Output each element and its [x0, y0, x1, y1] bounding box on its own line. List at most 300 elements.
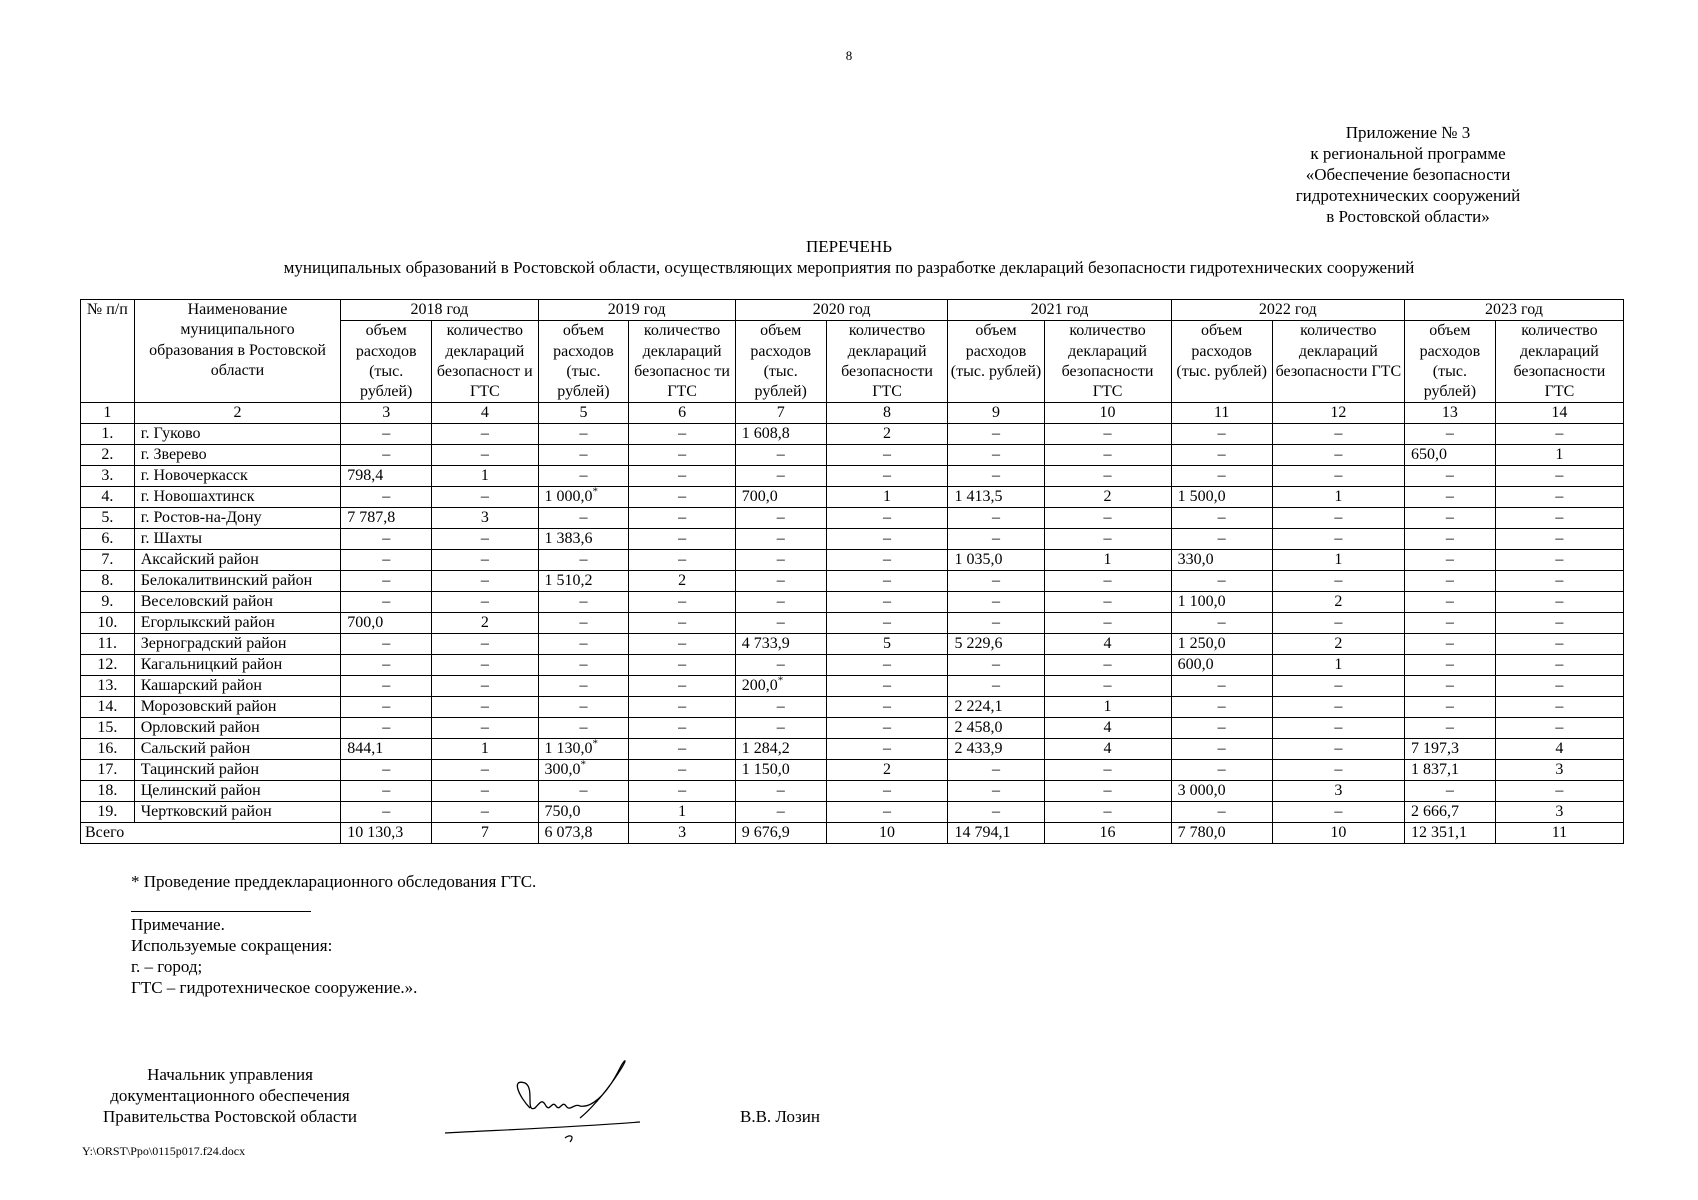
document-title	[0, 236, 1698, 278]
note-line: ГТС – гидротехническое сооружение.».	[131, 978, 418, 997]
table-row	[81, 529, 1624, 550]
cell-declarations-count: 4	[1044, 739, 1171, 760]
municipality-name: Сальский район	[134, 739, 341, 760]
cell-expenses: 844,1	[341, 739, 432, 760]
column-number: 4	[432, 403, 538, 424]
position-line: документационного обеспечения	[110, 1086, 350, 1105]
header-year: 2020 год	[735, 300, 948, 321]
column-number: 5	[538, 403, 629, 424]
row-number: 17.	[81, 760, 135, 781]
table-row	[81, 571, 1624, 592]
cell-declarations-count: –	[1272, 676, 1404, 697]
cell-expenses	[538, 739, 629, 760]
cell-expenses: –	[948, 655, 1044, 676]
cell-declarations-count: –	[629, 739, 735, 760]
cell-declarations-count: –	[826, 466, 948, 487]
cell-declarations-count: –	[432, 529, 538, 550]
cell-declarations-count: 2	[826, 760, 948, 781]
column-number: 14	[1495, 403, 1623, 424]
municipalities-table	[80, 299, 1624, 844]
column-number: 1	[81, 403, 135, 424]
cell-expenses: –	[735, 655, 826, 676]
cell-expenses: –	[341, 529, 432, 550]
cell-expenses: –	[1171, 424, 1272, 445]
row-number: 14.	[81, 697, 135, 718]
cell-declarations-count: –	[826, 655, 948, 676]
header-declarations-count: количество деклараций безопасности ГТС	[1272, 321, 1404, 403]
cell-declarations-count: –	[826, 529, 948, 550]
column-number: 13	[1404, 403, 1495, 424]
cell-declarations-count: –	[1495, 508, 1623, 529]
column-number: 8	[826, 403, 948, 424]
cell-expenses: –	[735, 445, 826, 466]
cell-declarations-count: –	[826, 676, 948, 697]
cell-expenses: –	[735, 781, 826, 802]
cell-expenses: –	[1404, 508, 1495, 529]
table-row	[81, 676, 1624, 697]
cell-declarations-count: –	[1044, 466, 1171, 487]
cell-expenses: 1 608,8	[735, 424, 826, 445]
municipality-name: Егорлыкский район	[134, 613, 341, 634]
cell-declarations-count: –	[629, 634, 735, 655]
cell-declarations-count: 1	[432, 739, 538, 760]
municipality-name: Тацинский район	[134, 760, 341, 781]
cell-expenses: 1 510,2	[538, 571, 629, 592]
cell-declarations-count: –	[629, 592, 735, 613]
cell-declarations-count: 1	[1044, 697, 1171, 718]
cell-expenses: –	[1404, 592, 1495, 613]
cell-declarations-count: –	[432, 655, 538, 676]
cell-value: 1 130,0	[544, 740, 593, 758]
row-number: 5.	[81, 508, 135, 529]
cell-expenses: 650,0	[1404, 445, 1495, 466]
row-number: 19.	[81, 802, 135, 823]
data-table	[80, 299, 1624, 844]
cell-declarations-count: –	[629, 508, 735, 529]
cell-expenses: –	[538, 424, 629, 445]
cell-declarations-count: –	[1044, 676, 1171, 697]
notes-block	[131, 914, 417, 998]
cell-expenses: –	[538, 613, 629, 634]
cell-declarations-count: –	[1044, 508, 1171, 529]
table-row	[81, 718, 1624, 739]
cell-expenses: –	[1404, 466, 1495, 487]
cell-declarations-count: –	[1044, 424, 1171, 445]
cell-declarations-count: –	[826, 613, 948, 634]
cell-declarations-count: 2	[1272, 634, 1404, 655]
cell-declarations-count: –	[629, 781, 735, 802]
footnote-marker: *	[580, 759, 586, 772]
cell-expenses	[538, 760, 629, 781]
cell-expenses: 750,0	[538, 802, 629, 823]
table-row	[81, 655, 1624, 676]
column-number: 6	[629, 403, 735, 424]
municipality-name: г. Гуково	[134, 424, 341, 445]
row-number: 7.	[81, 550, 135, 571]
cell-declarations-count: –	[1495, 529, 1623, 550]
cell-expenses: 4 733,9	[735, 634, 826, 655]
municipality-name: Морозовский район	[134, 697, 341, 718]
handwritten-signature	[440, 1048, 680, 1148]
cell-declarations-count: –	[1272, 739, 1404, 760]
municipality-name: Чертковский район	[134, 802, 341, 823]
cell-declarations-count: –	[1495, 634, 1623, 655]
cell-declarations-count: 4	[1044, 634, 1171, 655]
cell-expenses: –	[948, 592, 1044, 613]
footnote: * Проведение преддекларационного обследования ГТС.	[131, 872, 537, 891]
table-row	[81, 739, 1624, 760]
cell-declarations-count: –	[1272, 718, 1404, 739]
header-declarations-count: количество деклараций безопасности ГТС	[826, 321, 948, 403]
cell-declarations-count: –	[629, 718, 735, 739]
municipality-name: Орловский район	[134, 718, 341, 739]
cell-expenses: –	[735, 718, 826, 739]
row-number: 1.	[81, 424, 135, 445]
cell-expenses: –	[1171, 718, 1272, 739]
cell-expenses: –	[735, 466, 826, 487]
cell-expenses: 1 413,5	[948, 487, 1044, 508]
note-divider	[131, 911, 311, 912]
cell-expenses: –	[1404, 676, 1495, 697]
appendix-line: в Ростовской области»	[1326, 207, 1490, 226]
cell-expenses: –	[1171, 508, 1272, 529]
cell-expenses: 7 197,3	[1404, 739, 1495, 760]
cell-expenses: –	[1404, 550, 1495, 571]
cell-declarations-count: 1	[1272, 655, 1404, 676]
cell-expenses: –	[341, 760, 432, 781]
cell-expenses: 330,0	[1171, 550, 1272, 571]
cell-declarations-count: –	[1495, 676, 1623, 697]
cell-expenses: –	[948, 760, 1044, 781]
cell-declarations-count: –	[1495, 550, 1623, 571]
cell-expenses: –	[735, 613, 826, 634]
cell-expenses: –	[538, 718, 629, 739]
appendix-line: к региональной программе	[1310, 144, 1506, 163]
cell-declarations-count: –	[629, 466, 735, 487]
cell-expenses: 700,0	[735, 487, 826, 508]
cell-declarations-count: –	[1272, 802, 1404, 823]
cell-declarations-count: 2	[826, 424, 948, 445]
cell-declarations-count: –	[1044, 802, 1171, 823]
cell-declarations-count: –	[629, 550, 735, 571]
cell-declarations-count: –	[629, 655, 735, 676]
cell-declarations-count: –	[1044, 613, 1171, 634]
cell-declarations-count: –	[1495, 781, 1623, 802]
cell-expenses: –	[1171, 760, 1272, 781]
cell-expenses: –	[341, 802, 432, 823]
footnote-marker: *	[777, 675, 784, 688]
cell-expenses: 14 794,1	[948, 823, 1044, 844]
signatory-name: В.В. Лозин	[740, 1107, 820, 1126]
cell-declarations-count: –	[1495, 571, 1623, 592]
cell-expenses: –	[538, 550, 629, 571]
cell-declarations-count: –	[1495, 487, 1623, 508]
cell-declarations-count: –	[432, 571, 538, 592]
header-expenses: объем расходов (тыс. рублей)	[1404, 321, 1495, 403]
cell-expenses: –	[735, 592, 826, 613]
cell-expenses: –	[948, 466, 1044, 487]
row-number: 10.	[81, 613, 135, 634]
page-number: 8	[845, 48, 853, 63]
cell-declarations-count: –	[432, 760, 538, 781]
cell-declarations-count: 1	[1272, 487, 1404, 508]
cell-declarations-count: –	[432, 718, 538, 739]
cell-declarations-count: –	[629, 487, 735, 508]
appendix-line: гидротехнических сооружений	[1295, 186, 1521, 205]
cell-expenses: –	[1171, 529, 1272, 550]
total-label: Всего	[81, 823, 341, 844]
footnote-marker: *	[592, 738, 598, 751]
cell-declarations-count: –	[1044, 529, 1171, 550]
municipality-name: Кагальницкий район	[134, 655, 341, 676]
cell-expenses: –	[735, 508, 826, 529]
table-row	[81, 508, 1624, 529]
header-expenses: объем расходов (тыс. рублей)	[1171, 321, 1272, 403]
cell-expenses: 2 458,0	[948, 718, 1044, 739]
cell-declarations-count: 3	[432, 508, 538, 529]
municipality-name: Кашарский район	[134, 676, 341, 697]
row-number: 6.	[81, 529, 135, 550]
cell-declarations-count: –	[1495, 466, 1623, 487]
cell-declarations-count: –	[1272, 571, 1404, 592]
table-row	[81, 760, 1624, 781]
municipality-name: Зерноградский район	[134, 634, 341, 655]
cell-expenses: –	[1171, 613, 1272, 634]
cell-declarations-count: –	[826, 508, 948, 529]
cell-expenses: –	[1171, 739, 1272, 760]
cell-expenses: –	[1404, 718, 1495, 739]
total-row	[81, 823, 1624, 844]
cell-declarations-count: 2	[1044, 487, 1171, 508]
cell-expenses: –	[1404, 424, 1495, 445]
row-number: 9.	[81, 592, 135, 613]
header-expenses: объем расходов (тыс. рублей)	[735, 321, 826, 403]
cell-expenses: –	[948, 424, 1044, 445]
cell-declarations-count: 3	[1495, 760, 1623, 781]
cell-declarations-count: 1	[629, 802, 735, 823]
table-row	[81, 445, 1624, 466]
cell-declarations-count: –	[826, 781, 948, 802]
table-row	[81, 802, 1624, 823]
cell-declarations-count: –	[1272, 613, 1404, 634]
cell-declarations-count: –	[1272, 697, 1404, 718]
cell-expenses: 7 780,0	[1171, 823, 1272, 844]
cell-declarations-count: –	[826, 739, 948, 760]
cell-declarations-count: –	[432, 424, 538, 445]
cell-expenses: –	[538, 655, 629, 676]
cell-expenses: –	[1404, 613, 1495, 634]
cell-declarations-count: –	[629, 445, 735, 466]
cell-declarations-count: –	[1272, 508, 1404, 529]
table-row	[81, 781, 1624, 802]
cell-expenses: –	[1404, 781, 1495, 802]
header-expenses: объем расходов (тыс. рублей)	[948, 321, 1044, 403]
cell-expenses: –	[341, 487, 432, 508]
cell-expenses: 1 837,1	[1404, 760, 1495, 781]
municipality-name: Целинский район	[134, 781, 341, 802]
table-row	[81, 613, 1624, 634]
header-year: 2021 год	[948, 300, 1171, 321]
column-number: 3	[341, 403, 432, 424]
column-number: 11	[1171, 403, 1272, 424]
header-year: 2022 год	[1171, 300, 1404, 321]
cell-declarations-count: 1	[432, 466, 538, 487]
cell-declarations-count: –	[1272, 760, 1404, 781]
cell-declarations-count: –	[432, 781, 538, 802]
cell-expenses: –	[341, 592, 432, 613]
cell-declarations-count: 11	[1495, 823, 1623, 844]
cell-expenses: 6 073,8	[538, 823, 629, 844]
cell-expenses: 10 130,3	[341, 823, 432, 844]
municipality-name: г. Новошахтинск	[134, 487, 341, 508]
header-num: № п/п	[81, 300, 135, 403]
cell-expenses: 1 500,0	[1171, 487, 1272, 508]
cell-expenses: –	[948, 613, 1044, 634]
cell-expenses: –	[1171, 571, 1272, 592]
header-declarations-count: количество деклараций безопасности ГТС	[1495, 321, 1623, 403]
header-year: 2023 год	[1404, 300, 1623, 321]
cell-declarations-count: –	[1044, 445, 1171, 466]
cell-expenses: –	[948, 571, 1044, 592]
note-line: Примечание.	[131, 915, 225, 934]
cell-expenses: –	[341, 781, 432, 802]
cell-declarations-count: 1	[1495, 445, 1623, 466]
cell-declarations-count: –	[432, 592, 538, 613]
note-line: г. – город;	[131, 957, 203, 976]
cell-expenses: 1 284,2	[735, 739, 826, 760]
cell-expenses: –	[948, 781, 1044, 802]
municipality-name: г. Шахты	[134, 529, 341, 550]
cell-expenses: 5 229,6	[948, 634, 1044, 655]
cell-declarations-count: 3	[1495, 802, 1623, 823]
cell-expenses: 1 150,0	[735, 760, 826, 781]
cell-value: 1 000,0	[544, 488, 593, 506]
cell-expenses: –	[948, 445, 1044, 466]
cell-declarations-count: 1	[1272, 550, 1404, 571]
cell-declarations-count: 1	[826, 487, 948, 508]
cell-declarations-count: 10	[1272, 823, 1404, 844]
cell-expenses: –	[341, 718, 432, 739]
table-row	[81, 424, 1624, 445]
row-number: 8.	[81, 571, 135, 592]
row-number: 2.	[81, 445, 135, 466]
header-year: 2019 год	[538, 300, 735, 321]
cell-expenses: 1 100,0	[1171, 592, 1272, 613]
row-number: 11.	[81, 634, 135, 655]
cell-expenses: 700,0	[341, 613, 432, 634]
cell-expenses: –	[948, 676, 1044, 697]
column-number: 9	[948, 403, 1044, 424]
title-subheading: муниципальных образований в Ростовской области, осуществляющих мероприятия по разработке деклараций безопасности гидротехнических сооружений	[283, 258, 1415, 277]
table-row	[81, 466, 1624, 487]
cell-expenses: –	[538, 466, 629, 487]
municipality-name: Белокалитвинский район	[134, 571, 341, 592]
cell-expenses: –	[341, 676, 432, 697]
cell-expenses: –	[1171, 697, 1272, 718]
cell-declarations-count: 2	[1272, 592, 1404, 613]
cell-declarations-count: –	[629, 613, 735, 634]
header-expenses: объем расходов (тыс. рублей)	[341, 321, 432, 403]
municipality-name: г. Новочеркасск	[134, 466, 341, 487]
cell-expenses: 12 351,1	[1404, 823, 1495, 844]
cell-expenses: 2 666,7	[1404, 802, 1495, 823]
cell-expenses: 798,4	[341, 466, 432, 487]
cell-expenses: 1 250,0	[1171, 634, 1272, 655]
cell-expenses: –	[538, 592, 629, 613]
cell-declarations-count: –	[1495, 718, 1623, 739]
cell-declarations-count: 3	[1272, 781, 1404, 802]
header-declarations-count: количество деклараций безопасност и ГТС	[432, 321, 538, 403]
table-row	[81, 487, 1624, 508]
cell-expenses: 9 676,9	[735, 823, 826, 844]
cell-declarations-count: 10	[826, 823, 948, 844]
cell-declarations-count: 4	[1044, 718, 1171, 739]
title-heading: ПЕРЕЧЕНЬ	[806, 237, 892, 256]
cell-expenses: –	[948, 802, 1044, 823]
cell-declarations-count: –	[432, 634, 538, 655]
cell-expenses: –	[538, 697, 629, 718]
cell-expenses: –	[341, 655, 432, 676]
cell-declarations-count: –	[826, 445, 948, 466]
position-line: Начальник управления	[147, 1065, 313, 1084]
row-number: 18.	[81, 781, 135, 802]
row-number: 16.	[81, 739, 135, 760]
cell-expenses	[538, 487, 629, 508]
cell-declarations-count: –	[826, 697, 948, 718]
cell-value: 300,0	[544, 761, 581, 779]
cell-declarations-count: –	[826, 718, 948, 739]
column-number: 12	[1272, 403, 1404, 424]
cell-expenses	[735, 676, 826, 697]
cell-expenses: –	[538, 445, 629, 466]
table-body	[81, 424, 1624, 844]
cell-expenses: –	[538, 676, 629, 697]
cell-expenses: –	[538, 781, 629, 802]
cell-expenses: –	[341, 571, 432, 592]
cell-expenses: –	[341, 445, 432, 466]
cell-expenses: –	[1404, 655, 1495, 676]
cell-expenses: –	[1404, 487, 1495, 508]
column-number: 10	[1044, 403, 1171, 424]
cell-expenses: –	[538, 508, 629, 529]
cell-declarations-count: –	[1044, 571, 1171, 592]
cell-expenses: –	[341, 550, 432, 571]
municipality-name: г. Зверево	[134, 445, 341, 466]
cell-declarations-count: 7	[432, 823, 538, 844]
row-number: 15.	[81, 718, 135, 739]
cell-expenses: –	[341, 424, 432, 445]
cell-expenses: 1 383,6	[538, 529, 629, 550]
header-declarations-count: количество деклараций безопаснос ти ГТС	[629, 321, 735, 403]
cell-expenses: –	[735, 529, 826, 550]
cell-expenses: –	[538, 634, 629, 655]
cell-expenses: –	[341, 634, 432, 655]
table-row	[81, 634, 1624, 655]
column-number: 7	[735, 403, 826, 424]
header-year: 2018 год	[341, 300, 538, 321]
cell-declarations-count: –	[629, 760, 735, 781]
cell-expenses: 1 035,0	[948, 550, 1044, 571]
cell-declarations-count: –	[1272, 445, 1404, 466]
column-number: 2	[134, 403, 341, 424]
cell-expenses: 7 787,8	[341, 508, 432, 529]
cell-expenses: –	[1171, 466, 1272, 487]
cell-expenses: 600,0	[1171, 655, 1272, 676]
cell-declarations-count: –	[1495, 613, 1623, 634]
cell-declarations-count: –	[1272, 424, 1404, 445]
cell-declarations-count: 16	[1044, 823, 1171, 844]
cell-declarations-count: –	[629, 424, 735, 445]
